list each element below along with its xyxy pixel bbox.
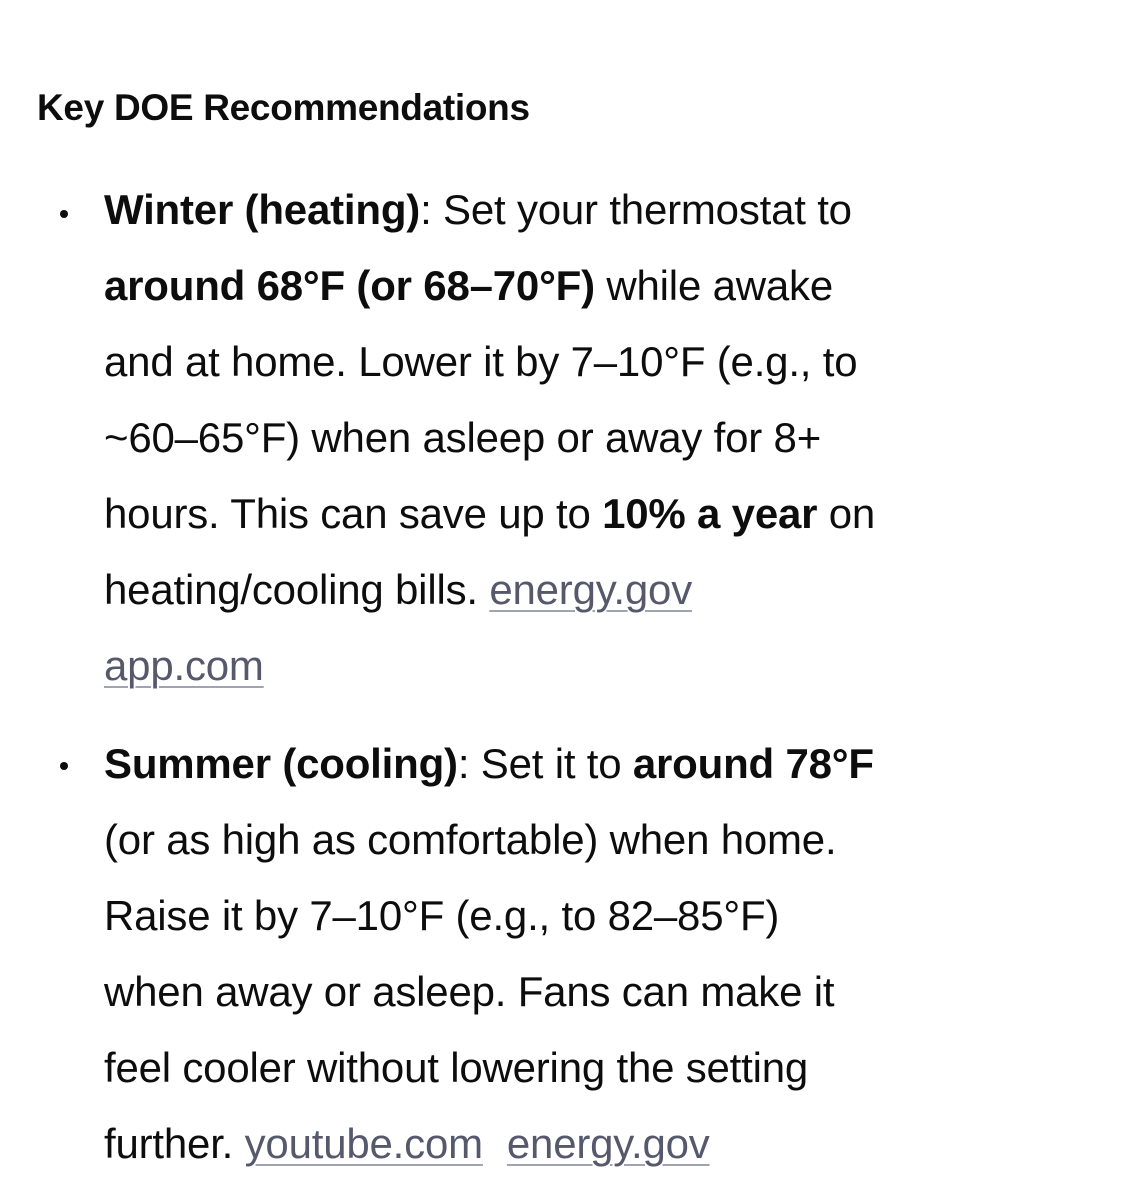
winter-line-4: ~60–65°F) when asleep or away for 8+ xyxy=(104,414,822,461)
summer-title: Summer (cooling) xyxy=(104,740,458,787)
winter-colon: : xyxy=(420,186,432,233)
winter-savings-bold: 10% a year xyxy=(602,490,818,537)
winter-line-2-text: while awake xyxy=(594,262,833,309)
summer-line-6-pre: further. xyxy=(104,1120,245,1167)
winter-line-1 xyxy=(104,172,1104,248)
winter-line-3: and at home. Lower it by 7–10°F (e.g., to xyxy=(104,338,858,385)
bullet-icon xyxy=(58,208,70,220)
source-link-youtube-com[interactable]: youtube.com xyxy=(244,1120,483,1167)
winter-line-7 xyxy=(104,628,1104,704)
winter-temp-bold: around 68°F (or 68–70°F) xyxy=(104,262,595,309)
bullet-icon xyxy=(58,760,70,772)
winter-line-2 xyxy=(104,248,1104,324)
summer-line-2: (or as high as comfortable) when home. xyxy=(104,816,837,863)
summer-line-1-pre: Set it to xyxy=(469,740,633,787)
section-heading: Key DOE Recommendations xyxy=(37,87,530,128)
winter-line-5-pre: hours. This can save up to xyxy=(104,490,603,537)
summer-line-5: feel cooler without lowering the setting xyxy=(104,1044,809,1091)
winter-line-1-text: Set your thermostat to xyxy=(431,186,852,233)
summer-line-1 xyxy=(104,726,1104,802)
winter-paragraph xyxy=(104,172,1104,704)
winter-line-6-pre: heating/cooling bills. xyxy=(104,566,490,613)
summer-colon: : xyxy=(457,740,470,787)
winter-title: Winter (heating) xyxy=(104,186,421,233)
winter-line-6 xyxy=(104,552,1104,628)
source-link-app-com[interactable]: app.com xyxy=(104,642,264,689)
winter-line-5-post: on xyxy=(817,490,876,537)
source-link-energy-gov[interactable]: energy.gov xyxy=(489,566,693,613)
summer-temp-bold: around 78°F xyxy=(632,740,874,787)
source-link-energy-gov-2[interactable]: energy.gov xyxy=(506,1120,710,1167)
summer-line-4: when away or asleep. Fans can make it xyxy=(104,968,835,1015)
winter-line-5 xyxy=(104,476,1104,552)
summer-paragraph xyxy=(104,726,1104,1182)
summer-line-6 xyxy=(104,1106,1104,1182)
summer-line-3: Raise it by 7–10°F (e.g., to 82–85°F) xyxy=(104,892,780,939)
